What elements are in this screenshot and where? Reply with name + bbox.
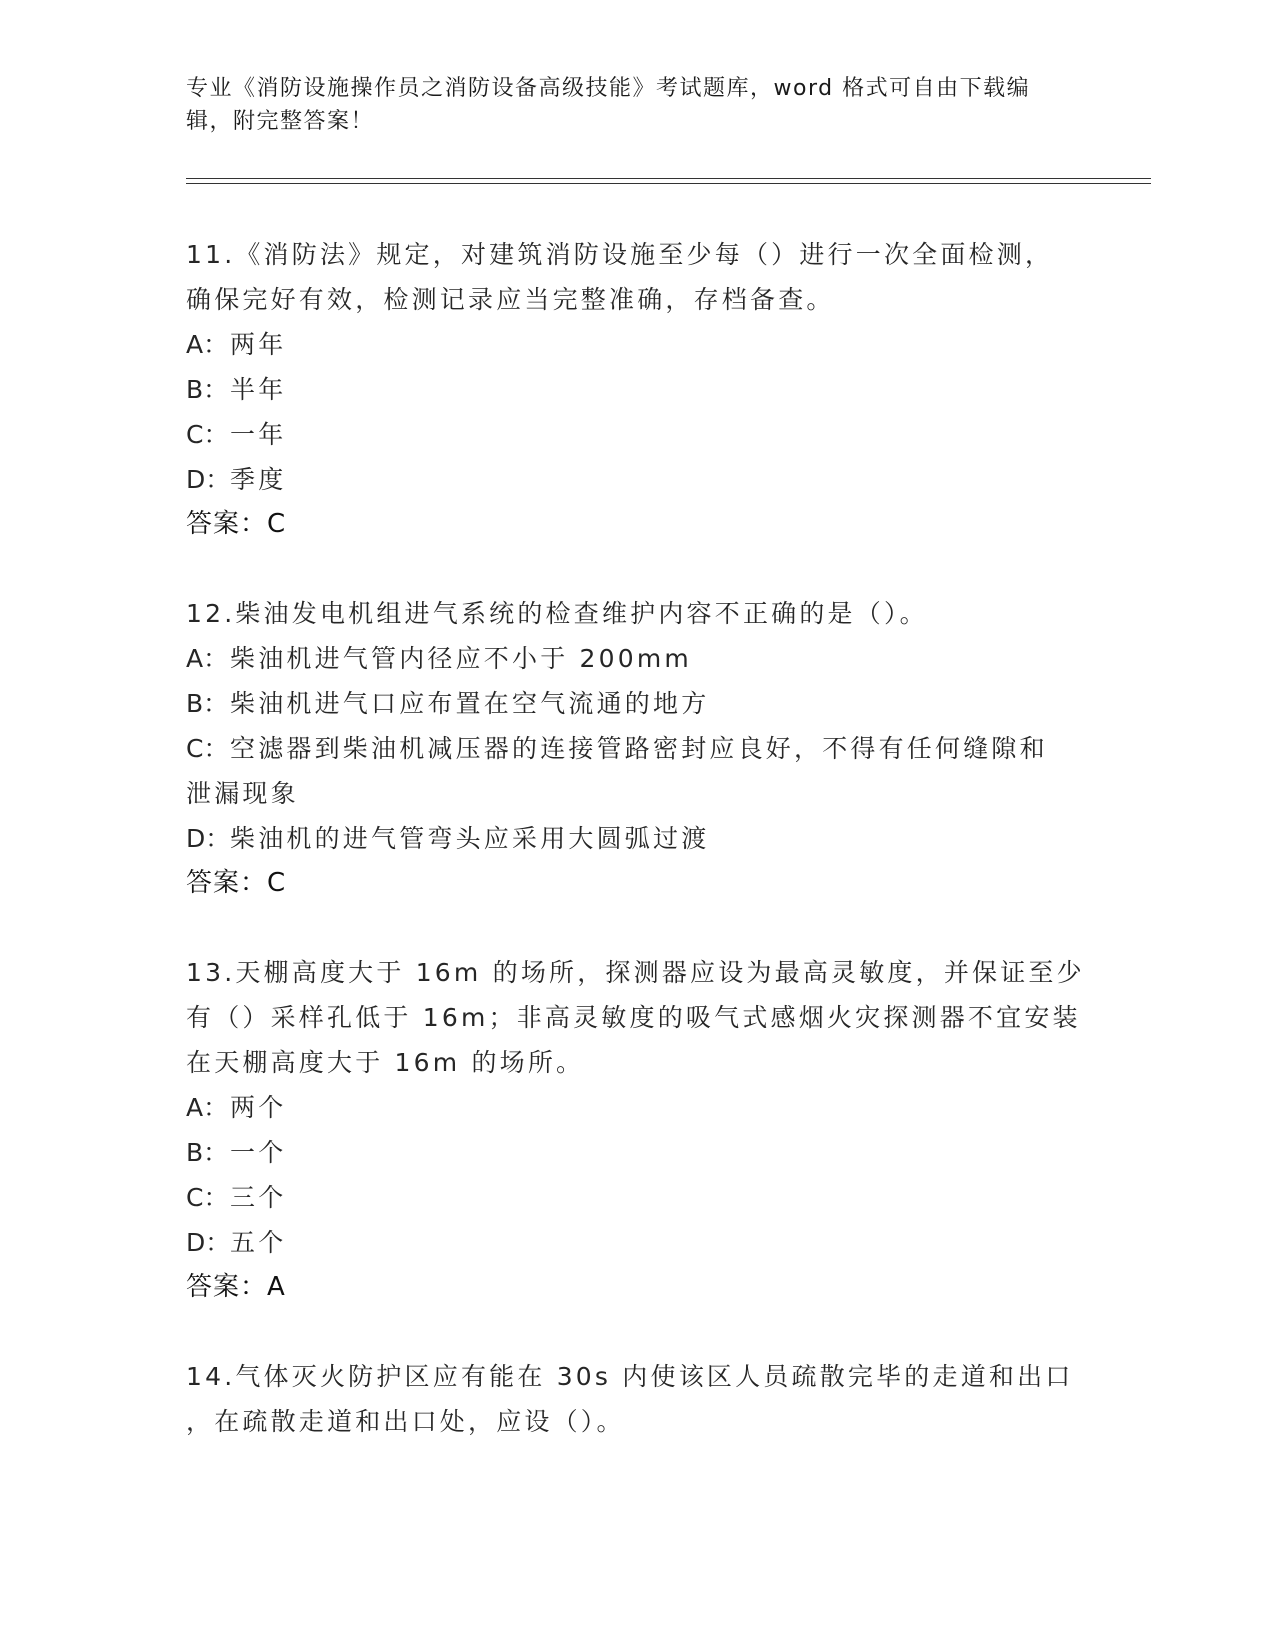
header-divider-bottom <box>186 183 1151 184</box>
option-text: 三个 <box>230 1183 287 1212</box>
stem-line: 13.天棚高度大于 16m 的场所，探测器应设为最高灵敏度，并保证至少 <box>186 958 1085 987</box>
stem-line: ，在疏散走道和出口处，应设（）。 <box>186 1407 625 1436</box>
question-11 <box>186 232 1086 547</box>
question-stem <box>186 591 1086 636</box>
option-b <box>186 367 1086 412</box>
option-letter: C： <box>186 1183 229 1212</box>
option-text: 半年 <box>230 375 287 404</box>
stem-line: 12.柴油发电机组进气系统的检查维护内容不正确的是（）。 <box>186 599 928 628</box>
option-text: 一年 <box>230 420 287 449</box>
option-c <box>186 726 1086 816</box>
question-stem <box>186 1354 1086 1444</box>
option-d <box>186 1220 1086 1265</box>
option-letter: A： <box>186 644 229 673</box>
stem-line: 14.气体灭火防护区应有能在 30s 内使该区人员疏散完毕的走道和出口 <box>186 1362 1074 1391</box>
document-header <box>186 72 1086 138</box>
option-b <box>186 681 1086 726</box>
option-letter: B： <box>186 1138 229 1167</box>
header-divider-top <box>186 178 1151 179</box>
option-c <box>186 1175 1086 1220</box>
option-text: 空滤器到柴油机减压器的连接管路密封应良好，不得有任何缝隙和 <box>230 734 1048 763</box>
option-text: 五个 <box>230 1228 287 1257</box>
option-letter: D： <box>186 824 231 853</box>
option-a <box>186 1085 1086 1130</box>
option-text: 一个 <box>230 1138 287 1167</box>
question-13 <box>186 950 1086 1310</box>
option-text: 柴油机进气口应布置在空气流通的地方 <box>230 689 710 718</box>
answer-line: 答案：C <box>186 868 287 898</box>
option-text: 两年 <box>230 330 287 359</box>
header-line-2: 辑，附完整答案！ <box>186 109 375 134</box>
stem-line: 在天棚高度大于 16m 的场所。 <box>186 1048 585 1077</box>
option-letter: B： <box>186 689 229 718</box>
option-letter: D： <box>186 465 231 494</box>
option-a <box>186 322 1086 367</box>
option-c <box>186 412 1086 457</box>
option-text-continued: 泄漏现象 <box>186 779 299 808</box>
option-letter: C： <box>186 420 229 449</box>
option-text: 两个 <box>230 1093 287 1122</box>
option-letter: D： <box>186 1228 231 1257</box>
stem-line: 11.《消防法》规定，对建筑消防设施至少每（）进行一次全面检测， <box>186 240 1054 269</box>
answer-line: 答案：A <box>186 1272 286 1302</box>
option-text: 柴油机进气管内径应不小于 200mm <box>230 644 692 673</box>
question-12 <box>186 591 1086 906</box>
question-list <box>186 232 1086 1444</box>
option-d <box>186 816 1086 861</box>
option-text: 柴油机的进气管弯头应采用大圆弧过渡 <box>230 824 710 853</box>
option-letter: A： <box>186 330 229 359</box>
option-letter: C： <box>186 734 229 763</box>
option-b <box>186 1130 1086 1175</box>
question-14 <box>186 1354 1086 1444</box>
option-text: 季度 <box>230 465 287 494</box>
option-letter: B： <box>186 375 229 404</box>
option-letter: A： <box>186 1093 229 1122</box>
option-a <box>186 636 1086 681</box>
question-stem <box>186 950 1086 1085</box>
stem-line: 确保完好有效，检测记录应当完整准确，存档备查。 <box>186 285 835 314</box>
stem-line: 有（）采样孔低于 16m；非高灵敏度的吸气式感烟火灾探测器不宜安装 <box>186 1003 1081 1032</box>
answer-line: 答案：C <box>186 509 287 539</box>
question-stem <box>186 232 1086 322</box>
header-line-1: 专业《消防设施操作员之消防设备高级技能》考试题库，word 格式可自由下载编 <box>186 76 1031 101</box>
option-d <box>186 457 1086 502</box>
